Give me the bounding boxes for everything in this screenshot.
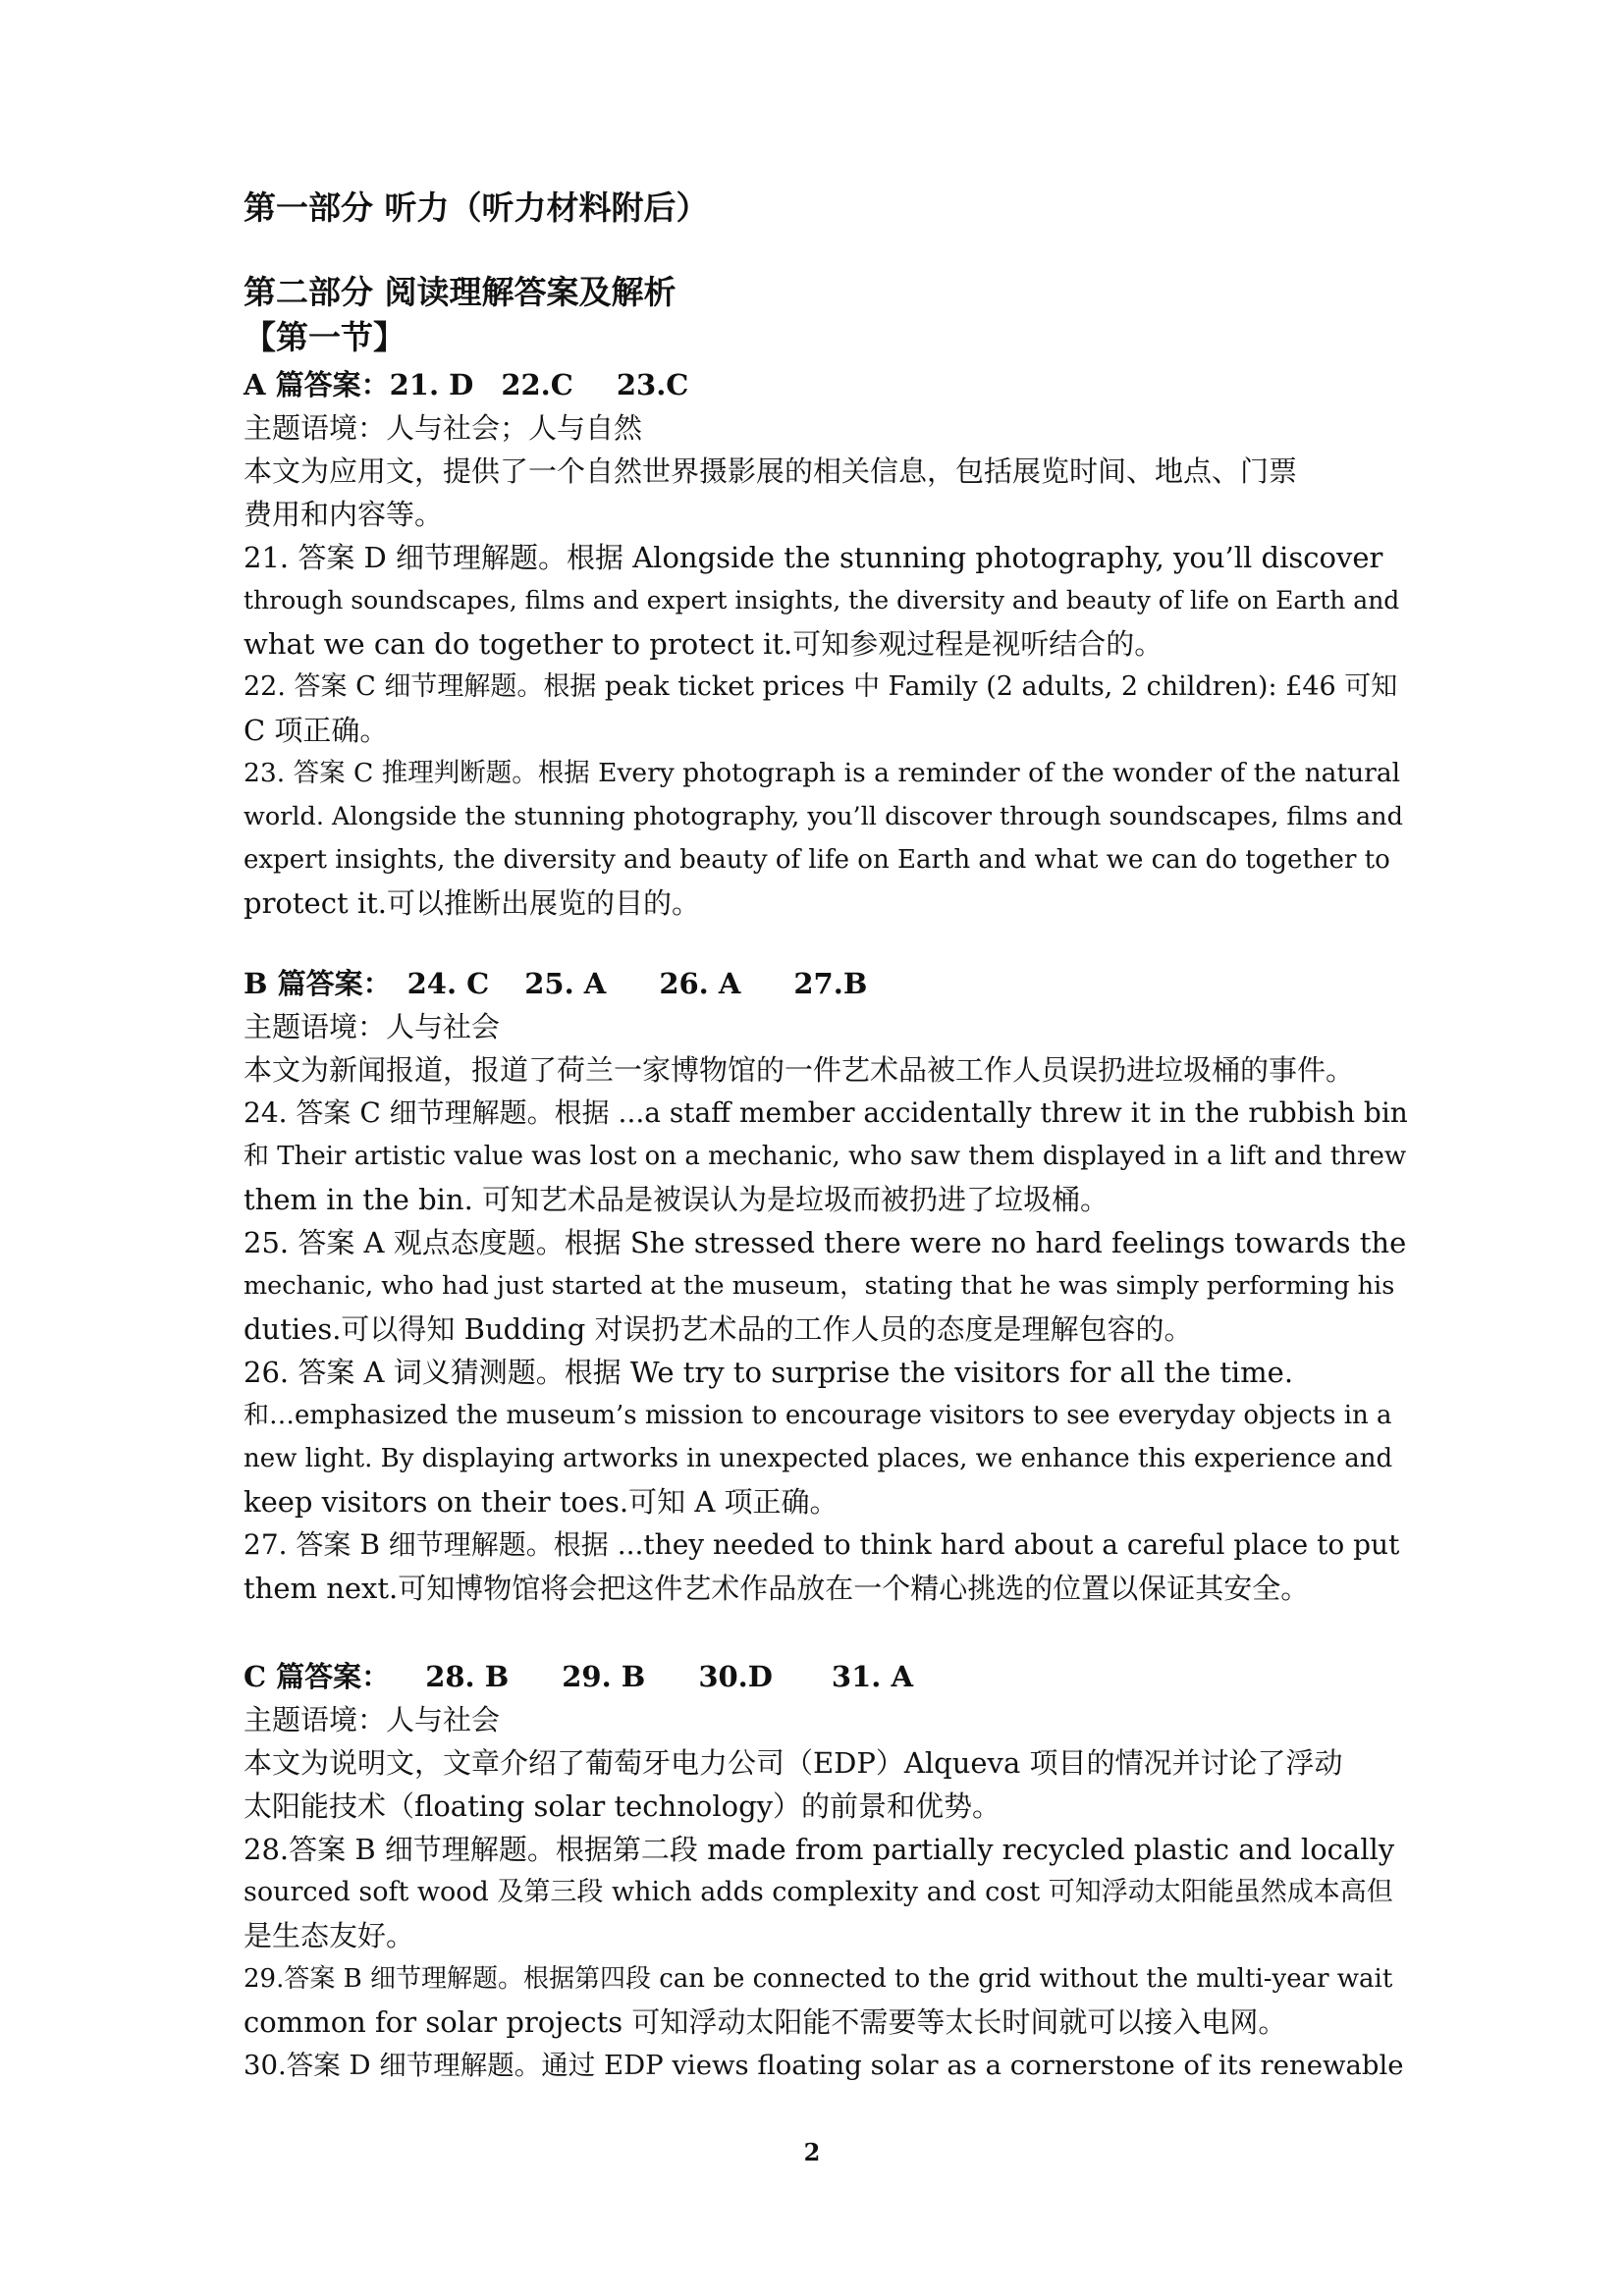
passage-a-theme: 主题语境：人与社会；人与自然: [244, 411, 643, 445]
answer-23: 23.C: [616, 368, 689, 401]
passage-b-intro-line: 本文为新闻报道，报道了荷兰一家博物馆的一件艺术品被工作人员误扔进垃圾桶的事件。: [244, 1053, 1355, 1087]
answer-22: 22.C: [501, 368, 573, 401]
q28-line: 是生态友好。: [244, 1919, 415, 1952]
answer-26: 26. A: [659, 967, 741, 1000]
q28-line: sourced soft wood 及第三段 which adds complexity and cost 可知浮动太阳能虽然成本高但: [244, 1877, 1393, 1907]
q23-line: world. Alongside the stunning photography, you’ll discover through soundscapes, films and: [244, 802, 1403, 831]
q25-line: mechanic, who had just started at the museum，stating that he was simply performing his: [244, 1271, 1395, 1301]
q24-line: them in the bin. 可知艺术品是被误认为是垃圾而被扔进了垃圾桶。: [244, 1183, 1110, 1216]
answer-28: 28. B: [425, 1660, 510, 1693]
passage-b-header: B 篇答案：: [244, 967, 392, 1000]
section-label: 【第一节】: [244, 318, 406, 356]
q22-line: 22. 答案 C 细节理解题。根据 peak ticket prices 中 Family (2 adults, 2 children): £46 可知: [244, 671, 1398, 702]
passage-a-header: A 篇答案：: [244, 368, 390, 401]
answer-27: 27.B: [793, 967, 868, 1000]
q23-line: expert insights, the diversity and beauty of life on Earth and what we can do together to: [244, 845, 1390, 875]
passage-c-intro-line: 太阳能技术（floating solar technology）的前景和优势。: [244, 1789, 1001, 1823]
answer-31: 31. A: [831, 1660, 913, 1693]
passage-a-answers: [244, 363, 1408, 406]
part1-title: 第一部分 听力（听力材料附后）: [244, 188, 709, 227]
answer-30: 30.D: [698, 1660, 773, 1693]
passage-b-answers: [244, 962, 1408, 1005]
q27-line: them next.可知博物馆将会把这件艺术作品放在一个精心挑选的位置以保证其安全。: [244, 1572, 1310, 1605]
q27-line: 27. 答案 B 细节理解题。根据 ...they needed to think hard about a careful place to put: [244, 1528, 1400, 1561]
q21-line: 21. 答案 D 细节理解题。根据 Alongside the stunning photography, you’ll discover: [244, 541, 1383, 574]
passage-c-answers: [244, 1655, 1408, 1698]
q29-line: 29.答案 B 细节理解题。根据第四段 can be connected to the grid without the multi-year wait: [244, 1964, 1393, 1994]
part2-title: 第二部分 阅读理解答案及解析: [244, 273, 677, 311]
passage-a-intro-line: 费用和内容等。: [244, 498, 444, 531]
answer-29: 29. B: [562, 1660, 646, 1693]
answer-21: 21. D: [389, 368, 474, 401]
passage-c-theme: 主题语境：人与社会: [244, 1703, 501, 1736]
passage-c-intro-line: 本文为说明文，文章介绍了葡萄牙电力公司（EDP）Alqueva 项目的情况并讨论了浮动: [244, 1746, 1343, 1780]
q23-line: protect it.可以推断出展览的目的。: [244, 886, 700, 920]
q24-line: 24. 答案 C 细节理解题。根据 ...a staff member accidentally threw it in the rubbish bin: [244, 1096, 1408, 1129]
q23-line: 23. 答案 C 推理判断题。根据 Every photograph is a reminder of the wonder of the natural: [244, 758, 1401, 788]
q24-line: 和 Their artistic value was lost on a mechanic, who saw them displayed in a lift and threw: [244, 1142, 1407, 1171]
q25-line: duties.可以得知 Budding 对误扔艺术品的工作人员的态度是理解包容的。: [244, 1312, 1193, 1346]
q26-line: keep visitors on their toes.可知 A 项正确。: [244, 1485, 839, 1519]
passage-b-theme: 主题语境：人与社会: [244, 1010, 501, 1043]
passage-c-header: C 篇答案：: [244, 1660, 391, 1693]
q22-line: C 项正确。: [244, 714, 389, 747]
q26-line: new light. By displaying artworks in unexpected places, we enhance this experience and: [244, 1444, 1393, 1473]
q25-line: 25. 答案 A 观点态度题。根据 She stressed there were no hard feelings towards the: [244, 1226, 1407, 1259]
page-number: 2: [803, 2138, 821, 2166]
q21-line: what we can do together to protect it.可知参观过程是视听结合的。: [244, 627, 1164, 661]
q30-line: 30.答案 D 细节理解题。通过 EDP views floating solar as a cornerstone of its renewable: [244, 2050, 1404, 2081]
q26-line: 26. 答案 A 词义猜测题。根据 We try to surprise the visitors for all the time.: [244, 1356, 1294, 1389]
answer-24: 24. C: [406, 967, 490, 1000]
q29-line: common for solar projects 可知浮动太阳能不需要等太长时间就可以接入电网。: [244, 2005, 1287, 2039]
q26-line: 和…emphasized the museum’s mission to encourage visitors to see everyday objects in a: [244, 1401, 1392, 1430]
answer-25: 25. A: [524, 967, 607, 1000]
q21-line: through soundscapes, films and expert insights, the diversity and beauty of life on Earth and: [244, 586, 1400, 614]
q28-line: 28.答案 B 细节理解题。根据第二段 made from partially recycled plastic and locally: [244, 1833, 1395, 1866]
passage-a-intro-line: 本文为应用文，提供了一个自然世界摄影展的相关信息，包括展览时间、地点、门票: [244, 454, 1298, 488]
